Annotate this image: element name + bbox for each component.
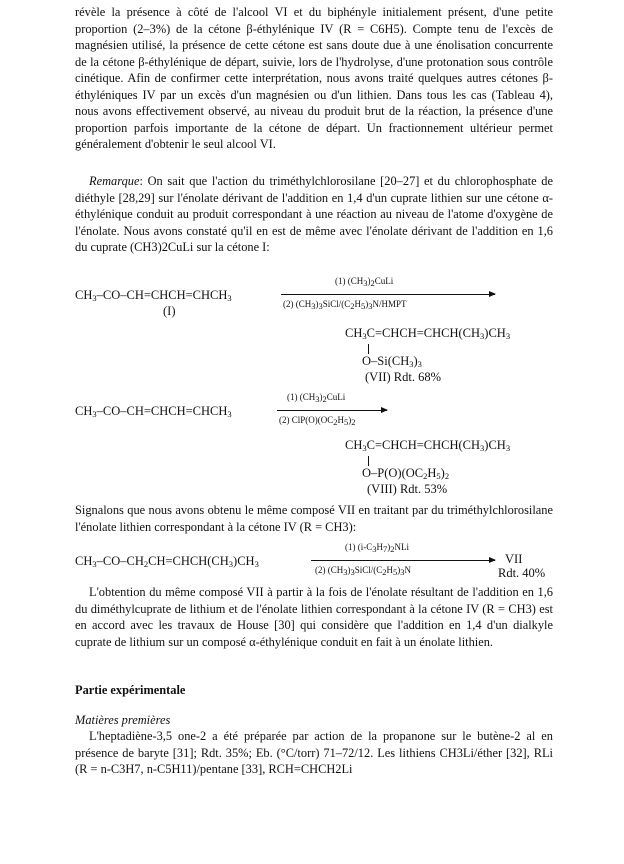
scheme3-yield: Rdt. 40% — [498, 566, 546, 580]
scheme1-product: $CH_3C=CHCH=CHCH(CH_3)CH_3$ — [345, 326, 511, 341]
scheme3-reagent-top: (1) $(i-C_3H_7)_2NLi$ — [345, 542, 409, 554]
scheme2-reagent-top: (1) $(CH_3)_2CuLi$ — [287, 392, 346, 404]
scheme1-bond — [368, 344, 369, 354]
paragraph-2 — [75, 173, 553, 256]
paragraph-3: Signalons que nous avons obtenu le même composé VII en traitant par du triméthylchlorosilane l'énolate lithien correspondant à la cétone IV (R = CH3): — [75, 503, 553, 534]
remarque-label: Remarque — [89, 174, 140, 188]
paragraph-2-text: : On sait que l'action du triméthylchlorosilane [20–27] et du chlorophosphate de diéthyle [28,29] sur l'énolate dérivant de l'addition en 1,4 d'un cuprate lithien sur une cétone α-éthylénique conduit au produit correspondant à une réaction au niveau de l'atome d'oxygène de l'énolate. Nous avons constaté qu'il en est de même avec l'énolate dérivant de l'addition en 1,6 du cuprate (CH3)2CuLi sur la cétone I: — [75, 174, 553, 254]
scheme3-reactant: $CH_3-CO-CH_2CH=CHCH(CH_3)CH_3$ — [75, 554, 259, 569]
paragraph-4: L'obtention du même composé VII à partir à la fois de l'énolate résultant de l'addition en 1,6 du diméthylcuprate de lithium et de l'énolate lithien correspondant à la cétone IV (R = CH3) est en accord avec les travaux de House [30] qui considère que l'addition en 1,4 d'un dialkyle cuprate de lithium sur un composé α-éthylénique conduit en fait à un énolate lithien. — [75, 585, 553, 649]
scheme1-reactant: $CH_3-CO-CH=CHCH=CHCH_3$ — [75, 288, 232, 303]
paragraph-1: révèle la présence à côté de l'alcool VI et du biphényle initialement présent, d'une petite proportion (2–3%) de la cétone β-éthylénique IV (R = C6H5). Compte tenu de l'excès de magnésien utilisé, la présence de cette cétone est sans doute due à une énolisation concurrente de la cétone β-éthylénique de départ, suivie, lors de l'hydrolyse, d'une protonation sous contrôle cinétique. Afin de confirmer cette interprétation, nous avons traité quelques autres cétones β-éthyléniques IV par un excès d'un magnésien ou d'un lithien. Dans tous les cas (Tableau 4), nous avons effectivement observé, au niveau du produit brut de la réaction, la présence d'une proportion parfois importante de la cétone de départ. Un fractionnement ultérieur permet généralement d'obtenir le seul alcool VI. — [75, 5, 553, 151]
scheme2-reactant: $CH_3-CO-CH=CHCH=CHCH_3$ — [75, 404, 232, 419]
scheme3-product: VII — [505, 552, 523, 566]
scheme2-arrow — [277, 410, 387, 411]
scheme1-arrow — [281, 294, 495, 295]
scheme2-product: $CH_3C=CHCH=CHCH(CH_3)CH_3$ — [345, 438, 511, 453]
scheme1-label-vii: (VII) Rdt. 68% — [365, 370, 442, 384]
scheme3-arrow — [311, 560, 495, 561]
reaction-scheme-3 — [75, 542, 553, 584]
reaction-scheme-2 — [75, 392, 553, 502]
scheme1-reagent-bottom: (2) $(CH_3)_3SiCl/(C_2H_5)_3N$/HMPT — [283, 299, 407, 311]
scheme1-label-i: (I) — [163, 304, 176, 318]
scheme1-reagent-top: (1) $(CH_3)_2CuLi$ — [335, 276, 394, 288]
scheme2-substituent: $O-P(O)(OC_2H_5)_2$ — [362, 466, 450, 481]
scheme2-bond — [368, 456, 369, 466]
scheme2-label-viii: (VIII) Rdt. 53% — [367, 482, 448, 496]
scheme2-reagent-bottom: (2) $ClP(O)(OC_2H_5)_2$ — [279, 415, 356, 427]
subsection-title: Matières premières — [75, 713, 171, 727]
scheme1-substituent: $O-Si(CH_3)_3$ — [362, 354, 422, 369]
scheme3-reagent-bottom: (2) $(CH_3)_3SiCl/(C_2H_5)_3N$ — [315, 565, 412, 577]
paragraph-5: L'heptadiène-3,5 one-2 a été préparée par action de la propanone sur le butène-2 al en présence de baryte [31]; Rdt. 35%; Eb. (°C/torr) 71–72/12. Les lithiens CH3Li/éther [32], RLi (R = n-C3H7, n-C5H11)/pentane [33], RCH=CHCH2Li — [75, 729, 553, 776]
section-title: Partie expérimentale — [75, 683, 186, 697]
reaction-scheme-1 — [75, 276, 553, 392]
